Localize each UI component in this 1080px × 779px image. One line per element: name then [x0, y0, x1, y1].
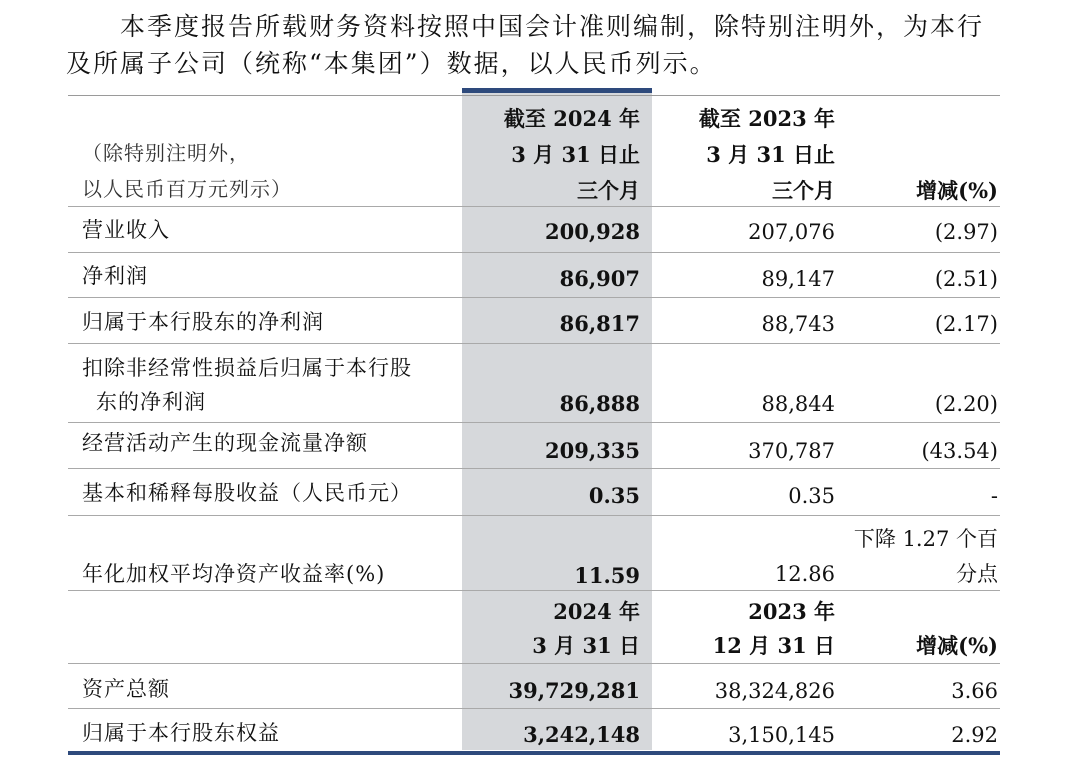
row-value-2023: 88,743 — [761, 312, 835, 336]
row-label-line-2: 东的净利润 — [96, 390, 206, 414]
row-label: 资产总额 — [82, 677, 170, 701]
intro-line-1: 本季度报告所载财务资料按照中国会计准则编制，除特别注明外，为本行 — [120, 12, 985, 41]
table-row — [68, 709, 1000, 751]
row-change-line-1: 下降 1.27 个百 — [853, 527, 998, 551]
row-change-line-2: 分点 — [956, 562, 998, 586]
col-2024-header-line-3: 三个月 — [577, 178, 640, 203]
row-label-line-1: 扣除非经常性损益后归属于本行股 — [82, 356, 412, 380]
row-value-2023: 3,150,145 — [728, 723, 835, 747]
col-2024-header-line-2: 3 月 31 日止 — [511, 142, 640, 167]
col-change-header: 增减(%) — [916, 178, 998, 203]
table-row — [68, 207, 1000, 253]
row-change: 3.66 — [951, 679, 998, 703]
table-row — [68, 516, 1000, 591]
col-2023-header-line-2: 3 月 31 日止 — [706, 142, 835, 167]
row-label: 归属于本行股东权益 — [82, 721, 280, 745]
row-change: (2.51) — [934, 267, 998, 291]
table-row — [68, 298, 1000, 344]
current-period-column-top-bar — [462, 88, 652, 93]
table-header — [68, 95, 1000, 207]
row-value-2023: 89,147 — [761, 267, 835, 291]
row-change: (43.54) — [921, 439, 998, 463]
col-change-header-balance: 增减(%) — [916, 633, 998, 658]
col-2023-header-line-3: 三个月 — [772, 178, 835, 203]
col-2024-header-line-1: 截至 2024 年 — [503, 106, 640, 131]
table-row — [68, 423, 1000, 469]
unit-note-line-2: 以人民币百万元列示） — [82, 177, 292, 201]
row-value-2024: 3,242,148 — [523, 722, 640, 747]
intro-line-2: 及所属子公司（统称“本集团”）数据，以人民币列示。 — [66, 49, 717, 78]
row-change: 2.92 — [951, 723, 998, 747]
row-value-2024: 0.35 — [588, 483, 640, 508]
row-label: 净利润 — [82, 264, 148, 288]
row-value-2024: 86,907 — [559, 266, 640, 291]
row-value-2024: 39,729,281 — [508, 678, 640, 703]
table-header-balance — [68, 591, 1000, 664]
col-2024-date-header-line-2: 3 月 31 日 — [532, 633, 640, 658]
row-value-2023: 12.86 — [774, 562, 835, 586]
row-change: - — [990, 484, 998, 508]
row-value-2024: 86,817 — [559, 311, 640, 336]
col-2024-date-header-line-1: 2024 年 — [553, 599, 640, 624]
intro-paragraph — [66, 8, 1006, 82]
table-row — [68, 253, 1000, 298]
row-label: 年化加权平均净资产收益率(%) — [82, 562, 386, 586]
table-row — [68, 469, 1000, 516]
row-label: 经营活动产生的现金流量净额 — [82, 431, 368, 455]
row-change: (2.20) — [934, 392, 998, 416]
table-bottom-rule — [68, 751, 1000, 755]
row-label: 基本和稀释每股收益（人民币元） — [82, 481, 412, 505]
unit-note-line-1: （除特别注明外， — [82, 141, 250, 165]
row-value-2024: 209,335 — [545, 438, 640, 463]
row-value-2023: 38,324,826 — [714, 679, 835, 703]
row-label: 营业收入 — [82, 218, 170, 242]
row-value-2024: 11.59 — [574, 563, 640, 588]
row-value-2024: 86,888 — [559, 391, 640, 416]
col-2023-date-header-line-2: 12 月 31 日 — [712, 633, 835, 658]
row-change: (2.97) — [934, 220, 998, 244]
row-value-2023: 88,844 — [761, 392, 835, 416]
row-value-2023: 207,076 — [748, 220, 835, 244]
row-label: 归属于本行股东的净利润 — [82, 310, 324, 334]
col-2023-date-header-line-1: 2023 年 — [748, 599, 835, 624]
table-row — [68, 664, 1000, 709]
row-value-2023: 0.35 — [788, 484, 835, 508]
row-value-2023: 370,787 — [748, 439, 835, 463]
row-value-2024: 200,928 — [545, 219, 640, 244]
table-row — [68, 344, 1000, 423]
row-change: (2.17) — [934, 312, 998, 336]
col-2023-header-line-1: 截至 2023 年 — [698, 106, 835, 131]
